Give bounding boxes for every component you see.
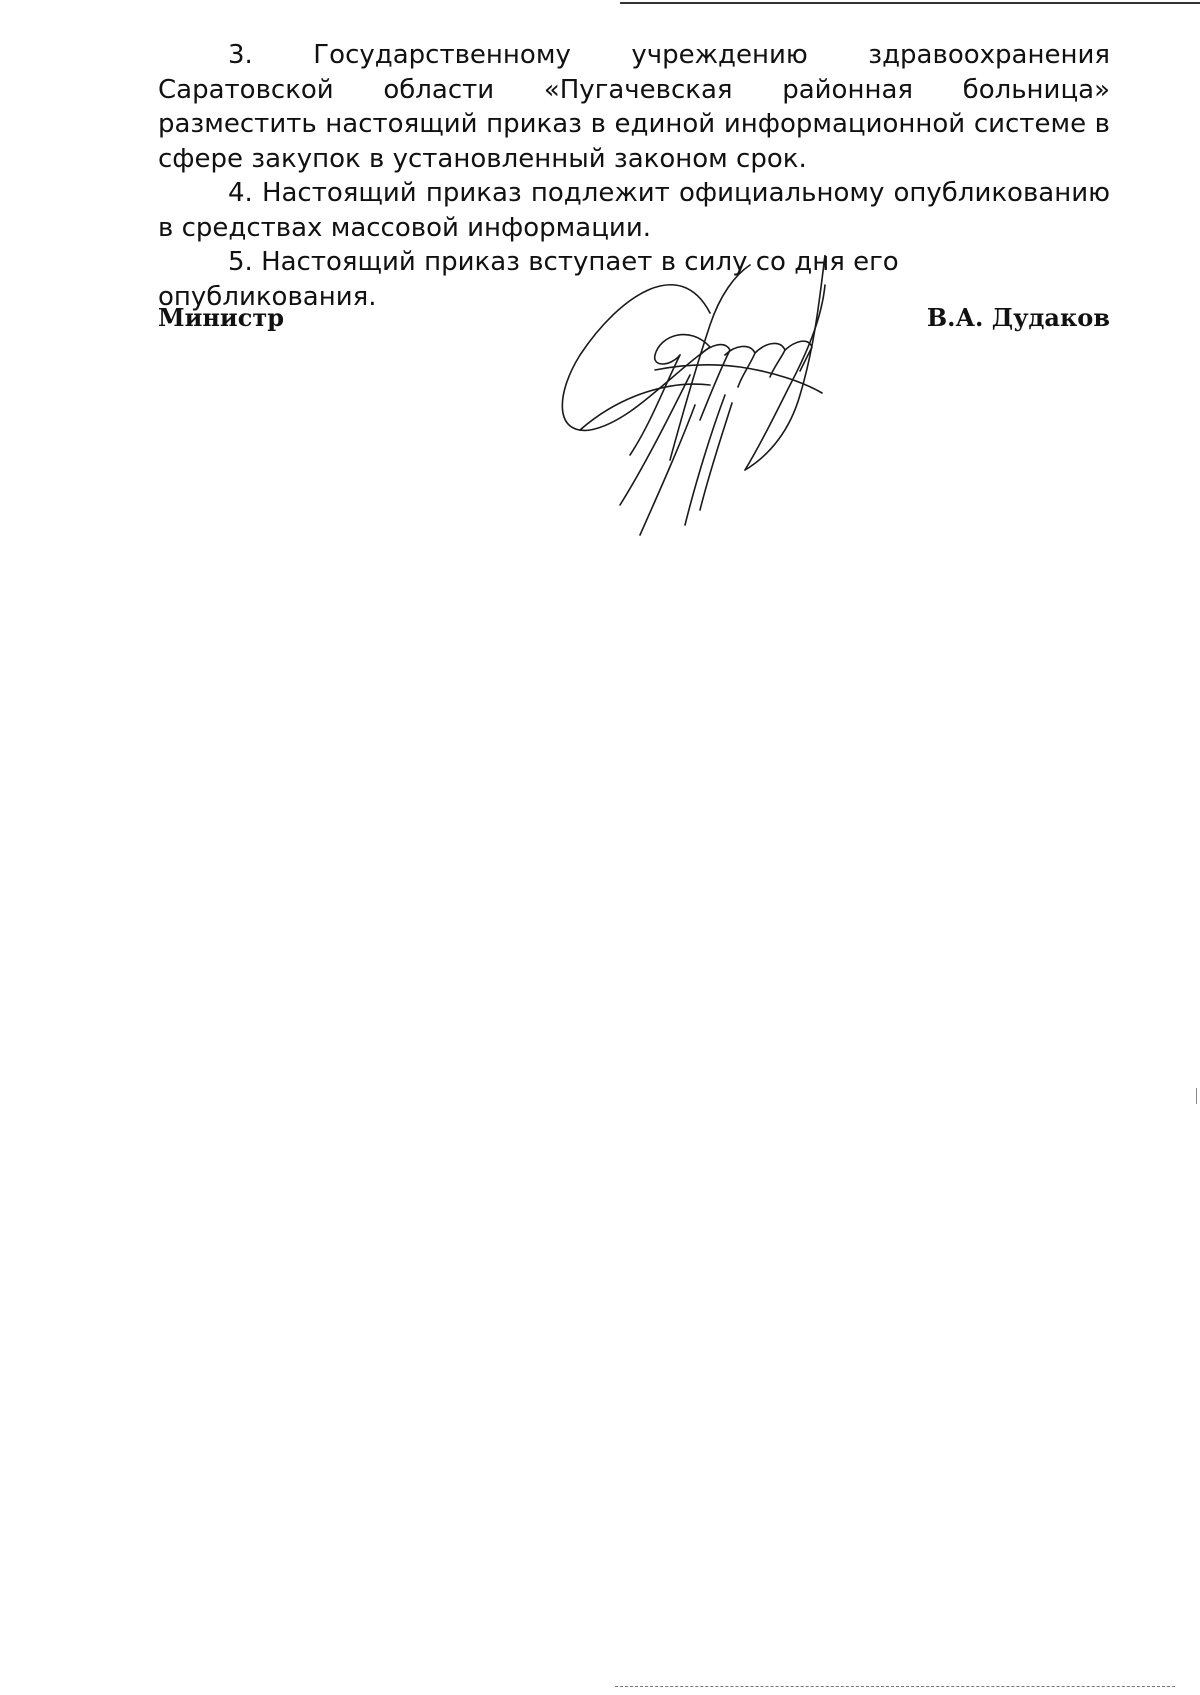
scan-edge-mark xyxy=(1196,1088,1197,1104)
paragraph-4: 4. Настоящий приказ подлежит официальному опубликованию в средствах массовой информации. xyxy=(158,178,1110,243)
scan-edge-top xyxy=(620,2,1200,4)
paragraph-3: 3. Государственному учреждению здравоохранения Саратовской области «Пугачевская районная больница» разместить настоящий приказ в единой информационной системе в сфере закупок в установленный законом срок. xyxy=(158,40,1110,174)
paragraph-5: 5. Настоящий приказ вступает в силу со дня его опубликования. xyxy=(158,247,899,312)
handwritten-signature xyxy=(560,255,900,545)
scan-edge-bottom xyxy=(615,1686,1175,1687)
signatory-name: В.А. Дудаков xyxy=(926,303,1110,332)
signatory-title: Министр xyxy=(158,303,284,332)
